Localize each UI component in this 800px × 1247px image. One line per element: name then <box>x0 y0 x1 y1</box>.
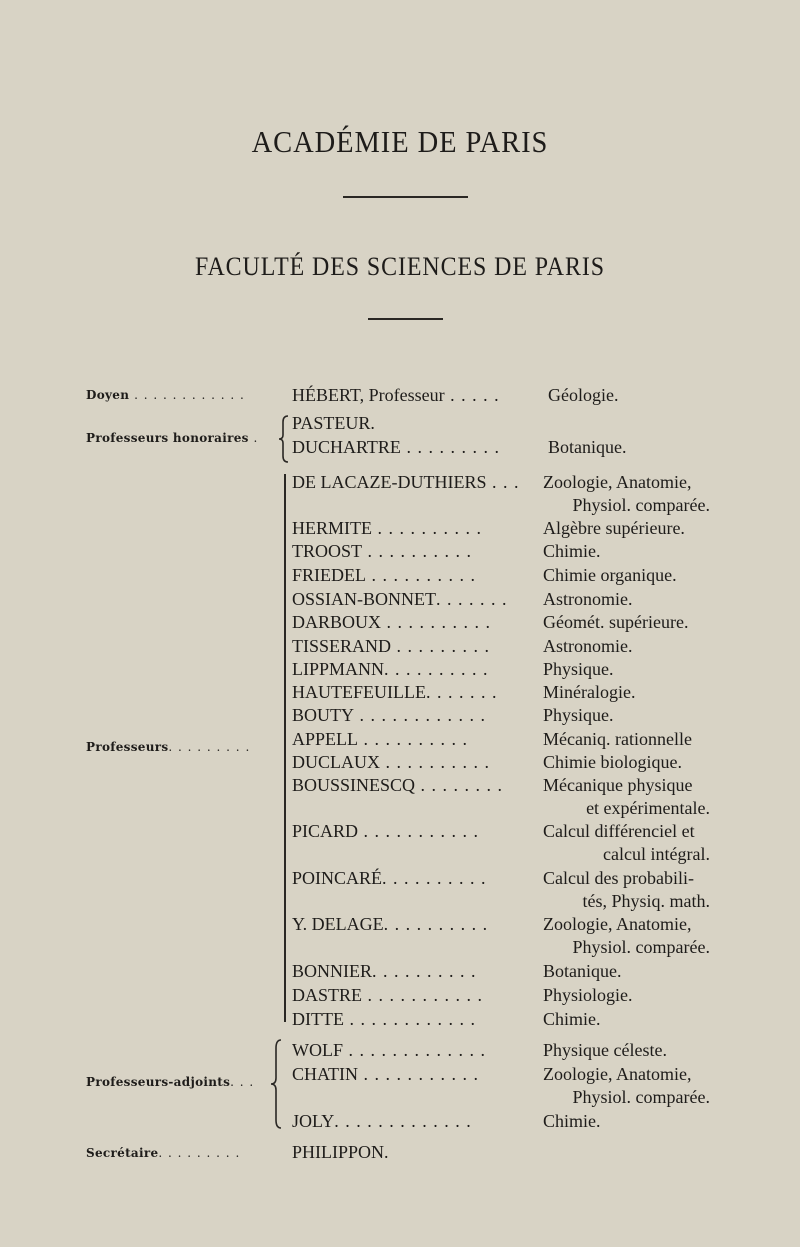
professeurs-subject-13: Calcul différenciel et <box>543 821 695 841</box>
professeurs-entry-6: TISSERAND . . . . . . . . . <box>292 636 491 656</box>
professeurs-subject-7: Physique. <box>543 659 614 679</box>
role-secretaire: Secrétaire. . . . . . . . . <box>86 1146 241 1160</box>
honoraire-entry-0 <box>292 413 375 434</box>
role-honoraires-label: Professeurs honoraires <box>86 431 249 445</box>
professeurs-name-5: DARBOUX <box>292 612 382 632</box>
secretaire-name: PHILIPPON. <box>292 1142 389 1162</box>
professeurs-name-13: PICARD <box>292 821 359 841</box>
professeurs-name-18: DITTE <box>292 1009 344 1029</box>
professeurs-entry-18: DITTE . . . . . . . . . . . . <box>292 1009 476 1029</box>
professeurs-subject-12: Mécanique physique <box>543 775 693 795</box>
professeurs-entry-14: POINCARÉ. . . . . . . . . . <box>292 868 487 888</box>
honoraire-entry-1: DUCHARTRE . . . . . . . . . <box>292 437 500 457</box>
professeurs-entry-8: HAUTEFEUILLE. . . . . . . <box>292 682 498 702</box>
professeurs-subject-cont-12: et expérimentale. <box>586 798 710 818</box>
professeurs-entry-2: TROOST . . . . . . . . . . <box>292 541 473 561</box>
professeurs-entry-10: APPELL . . . . . . . . . . <box>292 729 469 749</box>
doyen-entry: HÉBERT, Professeur . . . . . <box>292 385 500 405</box>
role-professeurs: Professeurs. . . . . . . . . <box>86 740 251 754</box>
professeurs-entry-1: HERMITE . . . . . . . . . . <box>292 518 482 538</box>
professeurs-name-8: HAUTEFEUILLE <box>292 682 426 702</box>
professeurs-name-10: APPELL <box>292 729 359 749</box>
professeurs-name-15: Y. DELAGE <box>292 914 384 934</box>
honoraire-name-0: PASTEUR. <box>292 413 375 433</box>
professeurs-subject-4: Astronomie. <box>543 589 633 609</box>
professeurs-entry-15: Y. DELAGE. . . . . . . . . . <box>292 914 489 934</box>
role-secretaire-label: Secrétaire <box>86 1146 159 1160</box>
adjoints-subject-2: Chimie. <box>543 1111 601 1131</box>
professeurs-subject-15: Zoologie, Anatomie, <box>543 914 692 934</box>
professeurs-name-14: POINCARÉ <box>292 868 383 888</box>
professeurs-entry-16: BONNIER. . . . . . . . . . <box>292 961 477 981</box>
doyen-name: HÉBERT, Professeur <box>292 385 445 405</box>
adjoints-entry-0: WOLF . . . . . . . . . . . . . <box>292 1040 486 1060</box>
professeurs-entry-17: DASTRE . . . . . . . . . . . <box>292 985 484 1005</box>
subtitle-rule <box>368 318 443 320</box>
adjoints-name-2: JOLY <box>292 1111 335 1131</box>
professeurs-subject-8: Minéralogie. <box>543 682 636 702</box>
professeurs-entry-13: PICARD . . . . . . . . . . . <box>292 821 480 841</box>
professeurs-name-4: OSSIAN-BONNET <box>292 589 436 609</box>
professeurs-name-1: HERMITE <box>292 518 372 538</box>
honoraire-subject-1: Botanique. <box>548 437 627 457</box>
adjoints-brace <box>268 1038 284 1130</box>
professeurs-subject-9: Physique. <box>543 705 614 725</box>
professeurs-entry-11: DUCLAUX . . . . . . . . . . <box>292 752 490 772</box>
professeurs-entry-0: DE LACAZE-DUTHIERS . . . <box>292 472 520 492</box>
professeurs-subject-16: Botanique. <box>543 961 622 981</box>
professeurs-name-17: DASTRE <box>292 985 363 1005</box>
professeurs-subject-18: Chimie. <box>543 1009 601 1029</box>
professeurs-name-11: DUCLAUX <box>292 752 380 772</box>
professeurs-subject-2: Chimie. <box>543 541 601 561</box>
professeurs-name-7: LIPPMANN <box>292 659 385 679</box>
professeurs-subject-cont-13: calcul intégral. <box>603 844 710 864</box>
professeurs-name-9: BOUTY <box>292 705 354 725</box>
professeurs-name-3: FRIEDEL <box>292 565 366 585</box>
professeurs-bracket <box>284 474 286 1022</box>
professeurs-subject-1: Algèbre supérieure. <box>543 518 685 538</box>
role-professeurs-label: Professeurs <box>86 740 169 754</box>
professeurs-subject-14: Calcul des probabili- <box>543 868 694 888</box>
adjoints-subject-0: Physique céleste. <box>543 1040 667 1060</box>
secretaire-entry <box>292 1142 389 1163</box>
professeurs-subject-10: Mécaniq. rationnelle <box>543 729 692 749</box>
professeurs-entry-9: BOUTY . . . . . . . . . . . . <box>292 705 486 725</box>
professeurs-subject-6: Astronomie. <box>543 636 633 656</box>
role-doyen-label: Doyen <box>86 388 130 402</box>
professeurs-subject-3: Chimie organique. <box>543 565 677 585</box>
doyen-subject: Géologie. <box>548 385 619 405</box>
role-adjoints-label: Professeurs-adjoints <box>86 1075 231 1089</box>
professeurs-subject-5: Géomét. supérieure. <box>543 612 689 632</box>
professeurs-subject-cont-0: Physiol. comparée. <box>572 495 710 515</box>
honoraire-name-1: DUCHARTRE <box>292 437 401 457</box>
honoraires-brace <box>277 414 291 464</box>
professeurs-subject-11: Chimie biologique. <box>543 752 682 772</box>
professeurs-subject-0: Zoologie, Anatomie, <box>543 472 692 492</box>
title-rule <box>343 196 468 198</box>
professeurs-entry-4: OSSIAN-BONNET. . . . . . . <box>292 589 508 609</box>
academie-title: ACADÉMIE DE PARIS <box>251 124 549 159</box>
professeurs-entry-3: FRIEDEL . . . . . . . . . . <box>292 565 476 585</box>
professeurs-name-6: TISSERAND <box>292 636 392 656</box>
adjoints-subject-cont-1: Physiol. comparée. <box>572 1087 710 1107</box>
role-honoraires: Professeurs honoraires . <box>86 431 259 445</box>
faculte-title: FACULTÉ DES SCIENCES DE PARIS <box>195 252 605 281</box>
adjoints-entry-1: CHATIN . . . . . . . . . . . <box>292 1064 479 1084</box>
adjoints-entry-2: JOLY. . . . . . . . . . . . . <box>292 1111 472 1131</box>
professeurs-entry-5: DARBOUX . . . . . . . . . . <box>292 612 492 632</box>
professeurs-entry-12: BOUSSINESCQ . . . . . . . . <box>292 775 504 795</box>
adjoints-subject-1: Zoologie, Anatomie, <box>543 1064 692 1084</box>
professeurs-name-16: BONNIER <box>292 961 372 981</box>
professeurs-subject-cont-15: Physiol. comparée. <box>572 937 710 957</box>
professeurs-subject-17: Physiologie. <box>543 985 633 1005</box>
professeurs-name-12: BOUSSINESCQ <box>292 775 416 795</box>
professeurs-subject-cont-14: tés, Physiq. math. <box>582 891 710 911</box>
adjoints-name-0: WOLF <box>292 1040 343 1060</box>
role-doyen: Doyen . . . . . . . . . . . . <box>86 388 245 402</box>
adjoints-name-1: CHATIN <box>292 1064 358 1084</box>
professeurs-name-2: TROOST <box>292 541 363 561</box>
professeurs-name-0: DE LACAZE-DUTHIERS <box>292 472 487 492</box>
role-adjoints: Professeurs-adjoints. . . <box>86 1075 255 1089</box>
professeurs-entry-7: LIPPMANN. . . . . . . . . . <box>292 659 489 679</box>
